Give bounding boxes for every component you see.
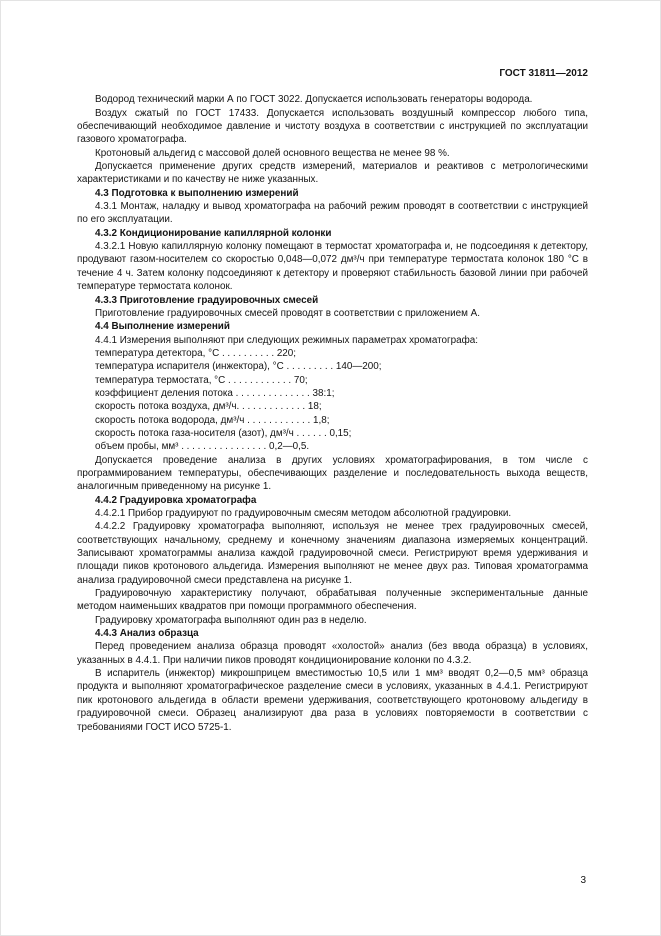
paragraph: Водород технический марки А по ГОСТ 3022. Допускается использовать генераторы водорода. xyxy=(95,94,533,106)
section-heading: 4.3 Подготовка к выполнению измерений xyxy=(95,187,299,199)
document-content xyxy=(77,93,588,734)
paragraph: Приготовление градуировочных смесей проводят в соответствии с приложением А. xyxy=(95,307,480,319)
paragraph: Воздух сжатый по ГОСТ 17433. Допускается использовать воздушный компрессор любого типа, обеспечивающий необходимое давление и чистоту воздуха в соответствии с инструкцией по эксплуатации газового хроматографа. xyxy=(77,107,588,146)
page-number: 3 xyxy=(580,874,586,886)
paragraph: 4.3.1 Монтаж, наладку и вывод хроматографа на рабочий режим проводят в соответствии с инструкцией по его эксплуатации. xyxy=(77,201,588,226)
parameter-line: объем пробы, мм³ . . . . . . . . . . . . . . . . 0,2—0,5. xyxy=(95,441,310,453)
parameter-line: температура термостата, °С . . . . . . . . . . . . 70; xyxy=(95,374,308,386)
paragraph: Допускается проведение анализа в других условиях хроматографирования, в том числе с программированием температуры, обеспечивающих разделение и последовательность выхода веществ, аналогичным приведенному на рисунке 1. xyxy=(77,454,588,493)
paragraph: 4.4.2.2 Градуировку хроматографа выполняют, используя не менее трех градуировочных смесей, соответствующих начальному, среднему и конечному значениям диапазона измеряемых концентраций. Записывают хроматограммы анализа каждой градуировочной смеси. Регистрируют время удерживания и площади пиков кротонового альдегида. Измерения выполняют не менее двух раз. Типовая хроматограмма анализа градуировочной смеси представлена на рисунке 1. xyxy=(77,521,588,586)
parameter-line: скорость потока воздуха, дм³/ч. . . . . . . . . . . . . 18; xyxy=(95,401,322,413)
paragraph: Допускается применение других средств измерений, материалов и реактивов с метрологическими характеристиками и по качеству не ниже указанных. xyxy=(77,161,588,186)
section-heading: 4.4.3 Анализ образца xyxy=(95,628,199,640)
page-footer xyxy=(580,874,586,887)
parameter-line: температура испарителя (инжектора), °С . . . . . . . . . 140—200; xyxy=(95,361,382,373)
paragraph: В испаритель (инжектор) микрошприцем вместимостью 10,5 или 1 мм³ вводят 0,2—0,5 мм³ образца продукта и выполняют хроматографическое разделение смеси в условиях, указанных в 4.4.1. Регистрируют пик кротонового альдегида в области времени удерживания, соответствующего кротоновому альдегиду в градуировочной смеси. Образец анализируют два раза в условиях повторяемости в соответствии с требованиями ГОСТ ИСО 5725-1. xyxy=(77,668,588,733)
parameter-line: температура детектора, °С . . . . . . . . . . 220; xyxy=(95,347,297,359)
paragraph: Градуировку хроматографа выполняют один раз в неделю. xyxy=(95,614,367,626)
section-heading: 4.4 Выполнение измерений xyxy=(95,321,230,333)
paragraph: 4.4.2.1 Прибор градуируют по градуировочным смесям методом абсолютной градуировки. xyxy=(95,508,512,519)
parameter-line: скорость потока водорода, дм³/ч . . . . . . . . . . . . 1,8; xyxy=(95,414,330,426)
paragraph: 4.3.2.1 Новую капиллярную колонку помещают в термостат хроматографа и, не подсоединяя к детектору, продувают газом-носителем со скоростью 0,048—0,072 дм³/ч при температуре термостата колонок 180 °С в течение 4 ч. Затем колонку подсоединяют к детектору и проверяют стабильность базовой линии при рабочей температуре термостата колонок. xyxy=(77,241,588,293)
parameter-line: скорость потока газа-носителя (азот), дм³/ч . . . . . . 0,15; xyxy=(95,427,352,439)
standard-number: ГОСТ 31811—2012 xyxy=(499,68,588,79)
paragraph: Перед проведением анализа образца проводят «холостой» анализ (без ввода образца) в условиях, указанных в 4.4.1. При наличии пиков проводят кондиционирование колонки по 4.3.2. xyxy=(77,641,588,666)
paragraph: Кротоновый альдегид с массовой долей основного вещества не менее 98 %. xyxy=(95,147,450,159)
paragraph: 4.4.1 Измерения выполняют при следующих режимных параметрах хроматографа: xyxy=(95,334,478,346)
section-heading: 4.4.2 Градуировка хроматографа xyxy=(95,494,257,506)
document-header xyxy=(77,67,588,80)
parameter-line: коэффициент деления потока . . . . . . . . . . . . . . 38:1; xyxy=(95,387,335,399)
paragraph: Градуировочную характеристику получают, обрабатывая полученные экспериментальные данные методом наименьших квадратов при помощи программного обеспечения. xyxy=(77,588,588,613)
section-heading: 4.3.3 Приготовление градуировочных смесей xyxy=(95,294,319,306)
section-heading: 4.3.2 Кондиционирование капиллярной колонки xyxy=(95,227,332,239)
